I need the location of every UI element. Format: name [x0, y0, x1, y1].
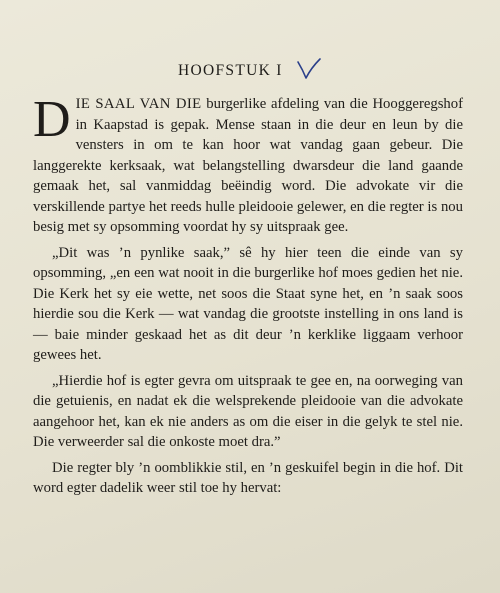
drop-cap: D — [33, 91, 71, 148]
opening-caps: IE SAAL VAN DIE — [75, 96, 202, 112]
paragraph: Die regter bly ’n oomblikkie stil, en ’n geskuifel begin in die hof. Dit word egter dadelik weer stil toe hy hervat: — [33, 459, 463, 496]
chapter-body — [33, 91, 463, 504]
paragraph: „Hierdie hof is egter gevra om uitspraak te gee en, na oorweging van die getuienis, en nadat ek die welsprekende pleidooie van die advokate aangehoor het, kan ek nie anders as om die eiser in die gelyk te stel nie. Die verweerder sal die onkoste moet dra.” — [33, 372, 463, 450]
paragraph: „Dit was ’n pynlike saak,” sê hy hier teen die einde van sy opsomming, „en een wat nooit in die burgerlike hof moes gedien het nie. Die Kerk het sy eie wette, net soos die Staat syne het, en ’n saak soos hierdie sou die Kerk — wat vandag die grootste instelling in ons land is — baie minder geskaad het as dit deur ’n kerklike liggaam verhoor gewees het. — [33, 244, 463, 363]
paragraph-text: burgerlike afdeling van die Hooggeregshof in Kaapstad is gepak. Mense staan in die deur en leun by die vensters in om te kan hoor wat vandag gaan gebeur. Die langgerekte kerksaak, wat belangstelling dwarsdeur die land gaande gemaak het, sal vanmiddag beëindig word. Die advokate vir die verskillende partye het reeds hulle pleidooie gelewer, en die regter is nou besig met sy opsomming voordat hy sy uitspraak gee. — [33, 96, 463, 235]
paragraph-opening — [33, 91, 463, 238]
chapter-heading: HOOFSTUK I — [178, 62, 283, 79]
handwritten-checkmark-icon — [296, 58, 322, 80]
